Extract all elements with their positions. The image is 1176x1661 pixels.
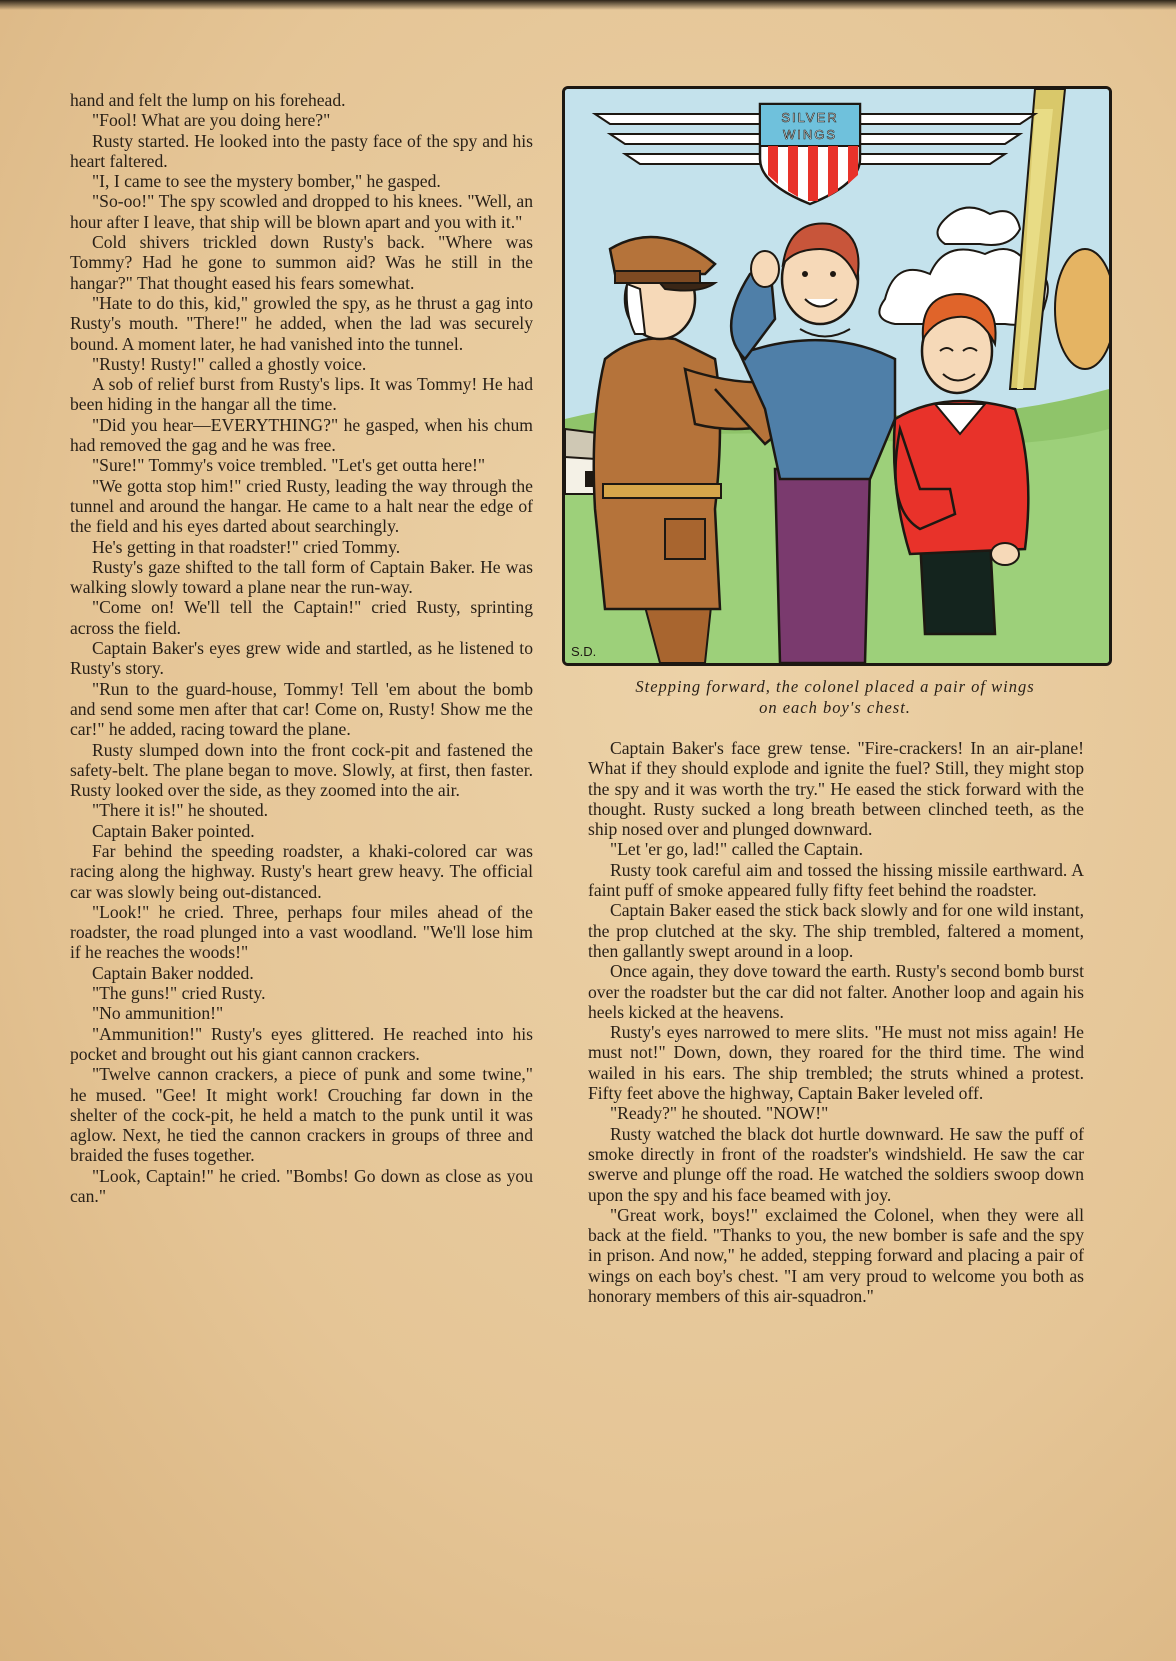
paragraph: "We gotta stop him!" cried Rusty, leading the way through the tunnel and around the hangar. He came to a halt near the edge of the field and his eyes darted about searchingly. bbox=[70, 475, 533, 537]
illustration-art bbox=[565, 89, 1109, 663]
emblem-text-silver: SILVER bbox=[781, 110, 839, 125]
paragraph: hand and felt the lump on his forehead. bbox=[70, 90, 346, 110]
paragraph: "Hate to do this, kid," growled the spy, as he thrust a gag into Rusty's mouth. "There!" he added, when the lad was securely bound. A moment later, he had vanished into the tunnel. bbox=[70, 292, 533, 354]
paragraph: "Sure!" Tommy's voice trembled. "Let's get outta here!" bbox=[92, 455, 486, 476]
paragraph: A sob of relief burst from Rusty's lips. It was Tommy! He had been hiding in the hangar all the time. bbox=[70, 374, 533, 415]
paragraph: "The guns!" cried Rusty. bbox=[92, 983, 266, 1004]
paragraph: Far behind the speeding roadster, a khaki-colored car was racing along the highway. Rusty's heart grew heavy. The official car was slowly being out-distanced. bbox=[70, 840, 533, 902]
story-column-left bbox=[70, 90, 533, 1206]
comic-illustration bbox=[562, 86, 1112, 666]
paragraph: "Did you hear—EVERYTHING?" he gasped, when his chum had removed the gag and he was free. bbox=[70, 414, 533, 456]
paragraph: "So-oo!" The spy scowled and dropped to his knees. "Well, an hour after I leave, that ship will be blown apart and you with it." bbox=[70, 191, 533, 232]
paragraph: Rusty's gaze shifted to the tall form of Captain Baker. He was walking slowly toward a plane near the run-way. bbox=[70, 556, 533, 598]
caption-line: on each boy's chest. bbox=[759, 698, 911, 717]
paragraph: Rusty started. He looked into the pasty face of the spy and his heart faltered. bbox=[70, 130, 533, 171]
artist-signature: S.D. bbox=[571, 644, 597, 659]
paragraph: He's getting in that roadster!" cried Tommy. bbox=[92, 536, 401, 557]
paragraph: "No ammunition!" bbox=[92, 1003, 224, 1024]
paragraph: "Great work, boys!" exclaimed the Colonel, when they were all back at the field. "Thanks to you, the new bomber is safe and the spy in prison. And now," he added, stepping forward and placing a pair of wings on each boy's chest. "I am very proud to welcome you both as honorary members of this air-squadron." bbox=[588, 1204, 1084, 1307]
paragraph: "I, I came to see the mystery bomber," he gasped. bbox=[92, 171, 441, 192]
paragraph: "Let 'er go, lad!" called the Captain. bbox=[610, 839, 863, 860]
paragraph: "Look!" he cried. Three, perhaps four miles ahead of the roadster, the road plunged into a vast woodland. "We'll lose him if he reaches the woods!" bbox=[70, 901, 533, 963]
paragraph: Captain Baker pointed. bbox=[92, 820, 255, 841]
paragraph: "Run to the guard-house, Tommy! Tell 'em about the bomb and send some men after that car! Come on, Rusty! Show me the car!" he added, racing toward the plane. bbox=[70, 678, 533, 740]
paragraph: Captain Baker eased the stick back slowly and for one wild instant, the prop clutched at the sky. The ship trembled, faltered a moment, then gallantly swept around in a loop. bbox=[588, 900, 1084, 961]
paragraph: "Ammunition!" Rusty's eyes glittered. He reached into his pocket and brought out his giant cannon crackers. bbox=[70, 1023, 533, 1064]
paragraph: Rusty slumped down into the front cock-pit and fastened the safety-belt. The plane began to move. Slowly, at first, then faster. Rusty looked over the side, as they zoomed into the air. bbox=[70, 739, 533, 801]
paragraph: Captain Baker nodded. bbox=[92, 962, 254, 983]
paragraph: Captain Baker's face grew tense. "Fire-crackers! In an air-plane! What if they should explode and ignite the fuel? Still, they might stop the spy and it was worth the try." He eased the stick forward with the thought. Rusty sucked a long breath between clinched teeth, as the ship nosed over and plunged downward. bbox=[588, 738, 1084, 840]
caption-line: Stepping forward, the colonel placed a pair of wings bbox=[635, 677, 1035, 696]
paragraph: "Twelve cannon crackers, a piece of punk and some twine," he mused. "Gee! It might work! Crouching far down in the shelter of the cock-pit, he held a match to the punk until it was aglow. Next, he tied the cannon crackers in groups of three and braided the fuses together. bbox=[70, 1064, 533, 1166]
paragraph: "There it is!" he shouted. bbox=[92, 800, 269, 821]
paragraph: "Look, Captain!" he cried. "Bombs! Go down as close as you can." bbox=[70, 1165, 533, 1207]
paragraph: "Fool! What are you doing here?" bbox=[92, 110, 331, 131]
illustration-caption bbox=[585, 676, 1085, 718]
paragraph: Once again, they dove toward the earth. Rusty's second bomb burst over the roadster but the car did not falter. Another loop and again his heels kicked at the heavens. bbox=[588, 961, 1084, 1022]
paragraph: "Ready?" he shouted. "NOW!" bbox=[610, 1103, 829, 1124]
emblem-text-wings: WINGS bbox=[782, 127, 838, 142]
paragraph: "Rusty! Rusty!" called a ghostly voice. bbox=[92, 353, 367, 374]
paragraph: Cold shivers trickled down Rusty's back. "Where was Tommy? Had he gone to summon aid? Was he still in the hangar?" That thought eased his fears somewhat. bbox=[70, 232, 533, 293]
paragraph: "Come on! We'll tell the Captain!" cried Rusty, sprinting across the field. bbox=[70, 597, 533, 638]
paragraph: Rusty took careful aim and tossed the hissing missile earthward. A faint puff of smoke appeared fully fifty feet behind the roadster. bbox=[588, 859, 1084, 901]
paragraph: Captain Baker's eyes grew wide and startled, as he listened to Rusty's story. bbox=[70, 638, 533, 679]
page-top-edge bbox=[0, 0, 1176, 10]
paragraph: Rusty watched the black dot hurtle downward. He saw the puff of smoke directly in front of the roadster's windshield. He saw the car swerve and plunge off the road. He watched the soldiers swoop down upon the spy and his face beamed with joy. bbox=[588, 1123, 1084, 1205]
story-column-right bbox=[588, 738, 1084, 1306]
paragraph: Rusty's eyes narrowed to mere slits. "He must not miss again! He must not!" Down, down, they roared for the third time. The wind wailed in his ears. The ship trembled; the struts whined a protest. Fifty feet above the highway, Captain Baker leveled off. bbox=[588, 1022, 1084, 1104]
